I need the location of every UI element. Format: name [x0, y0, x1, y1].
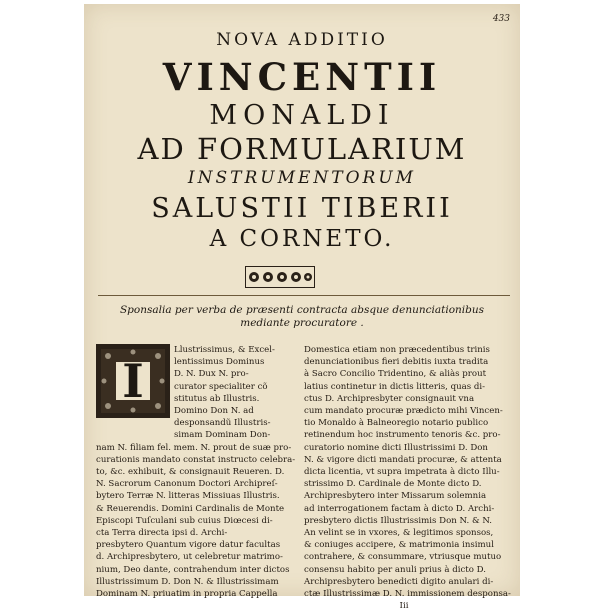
left-line-21: Dominam N. priuatim in propria Cappella — [96, 589, 278, 600]
left-line-8: simam Dominam Don- — [174, 430, 271, 441]
right-line-7: tio Monaldo à Balneoregio notario publico — [304, 418, 489, 429]
right-line-18: contrahere, & consummare, vtriusque mutuo — [304, 552, 502, 563]
left-line-10: curationis mandato constat instructo celebra- — [96, 454, 296, 465]
left-column — [96, 344, 296, 600]
left-line-11: to, &c. exhibuit, & consignauit Reueren. D. — [96, 467, 285, 478]
right-line-15: presbytero dictis Illustrissimis Don N. & N. — [304, 515, 493, 526]
right-line-5: ctus D. Archipresbyter consignauit vna — [304, 393, 475, 404]
left-line-17: presbytero Quantum vigore datur facultas — [96, 540, 281, 551]
left-line-16: cta Terra directa ipsi d. Archi- — [96, 528, 228, 539]
title-block — [84, 32, 520, 251]
left-line-14: & Reuerendis. Domini Cardinalis de Monte — [96, 503, 285, 514]
right-line-8: retinendum hoc instrumento tenoris &c. pro- — [304, 430, 501, 441]
title-line-4: AD FORMULARIUM — [137, 132, 467, 166]
left-line-2: lentissimus Dominus — [174, 357, 265, 368]
title-line-5: INSTRUMENTORUM — [187, 168, 417, 188]
right-line-4: latius continetur in dictis litteris, quas di- — [304, 381, 486, 392]
section-heading — [104, 304, 500, 330]
left-line-4: curator specialiter cõ — [174, 381, 268, 392]
right-line-10: N. & vigore dicti mandati procuræ, & attenta — [304, 454, 502, 465]
right-line-11: dicta licentia, vt supra impetrata à dicto Illu- — [304, 467, 500, 478]
right-line-14: ad interrogationem factam à dicto D. Archi- — [304, 503, 495, 514]
right-line-3: à Sacro Concilio Tridentino, & aliàs prout — [304, 369, 487, 380]
left-line-12: N. Sacrorum Canonum Doctori Archipreſ- — [96, 479, 278, 490]
left-line-9: nam N. filiam fel. mem. N. prout de suæ pro- — [96, 442, 292, 453]
title-line-7: A CORNETO. — [209, 226, 395, 252]
fleuron-ornament-icon — [245, 266, 315, 288]
right-line-20: Archipresbytero benedicti digito anulari di- — [304, 576, 494, 587]
right-line-9: curatorio nomine dicti Illustrissimi D. Don — [304, 442, 488, 453]
section-heading-line-1: Sponsalia per verba de præsenti contracta absque denunciationibus — [119, 304, 485, 316]
right-line-1: Domestica etiam non præcedentibus trinis — [304, 345, 490, 355]
right-line-12: strissimo D. Cardinale de Monte dicto D. — [304, 479, 482, 490]
right-line-13: Archipresbytero inter Missarum solemnia — [304, 491, 487, 502]
right-column — [304, 344, 511, 612]
left-line-20: Illustrissimum D. Don N. & Illustrissimam — [96, 576, 279, 587]
title-line-6: SALUSTII TIBERII — [151, 193, 453, 224]
initial-letter: I — [122, 354, 144, 408]
divider-rule — [98, 295, 510, 296]
title-line-2: VINCENTII — [162, 55, 442, 99]
section-heading-line-2: mediante procuratore . — [240, 317, 364, 329]
left-line-1: Llustrissimus, & Excel- — [174, 345, 275, 355]
right-line-2: denunciationibus fieri debitis iuxta tradita — [304, 357, 489, 368]
left-line-5: stitutus ab Illustris. — [174, 393, 260, 404]
left-line-19: nium, Deo dante, contrahendum inter dictos — [96, 564, 290, 575]
right-line-17: & coniuges accipere, & matrimonia insimul — [304, 540, 494, 551]
left-line-6: Domino Don N. ad — [174, 406, 254, 417]
right-line-6: cum mandato procuræ prædicto mihi Vincen- — [304, 406, 503, 417]
left-line-18: d. Archipresbytero, ut celebretur matrimo- — [96, 552, 283, 563]
left-line-3: D. N. Dux N. pro- — [174, 369, 249, 380]
left-line-13: bytero Terræ N. litteras Missiuas Illustris. — [96, 491, 280, 502]
right-line-21: ctæ Illustrissimæ D. N. immissionem desponsa- — [304, 589, 511, 600]
book-page — [84, 4, 520, 612]
left-line-7: desponsandũ Illustris- — [174, 418, 271, 429]
title-line-1: NOVA ADDITIO — [216, 30, 388, 50]
right-line-19: consensu habito per anuli prius à dicto D. — [304, 564, 486, 575]
catchword: Iii — [399, 601, 409, 612]
title-line-3: MONALDI — [209, 100, 395, 131]
left-line-15: Episcopi Tuſculani sub cuius Diœcesi di- — [96, 515, 273, 526]
right-line-16: An velint se in vxores, & legitimos sponsos, — [304, 528, 494, 539]
page-number: 433 — [492, 14, 510, 24]
